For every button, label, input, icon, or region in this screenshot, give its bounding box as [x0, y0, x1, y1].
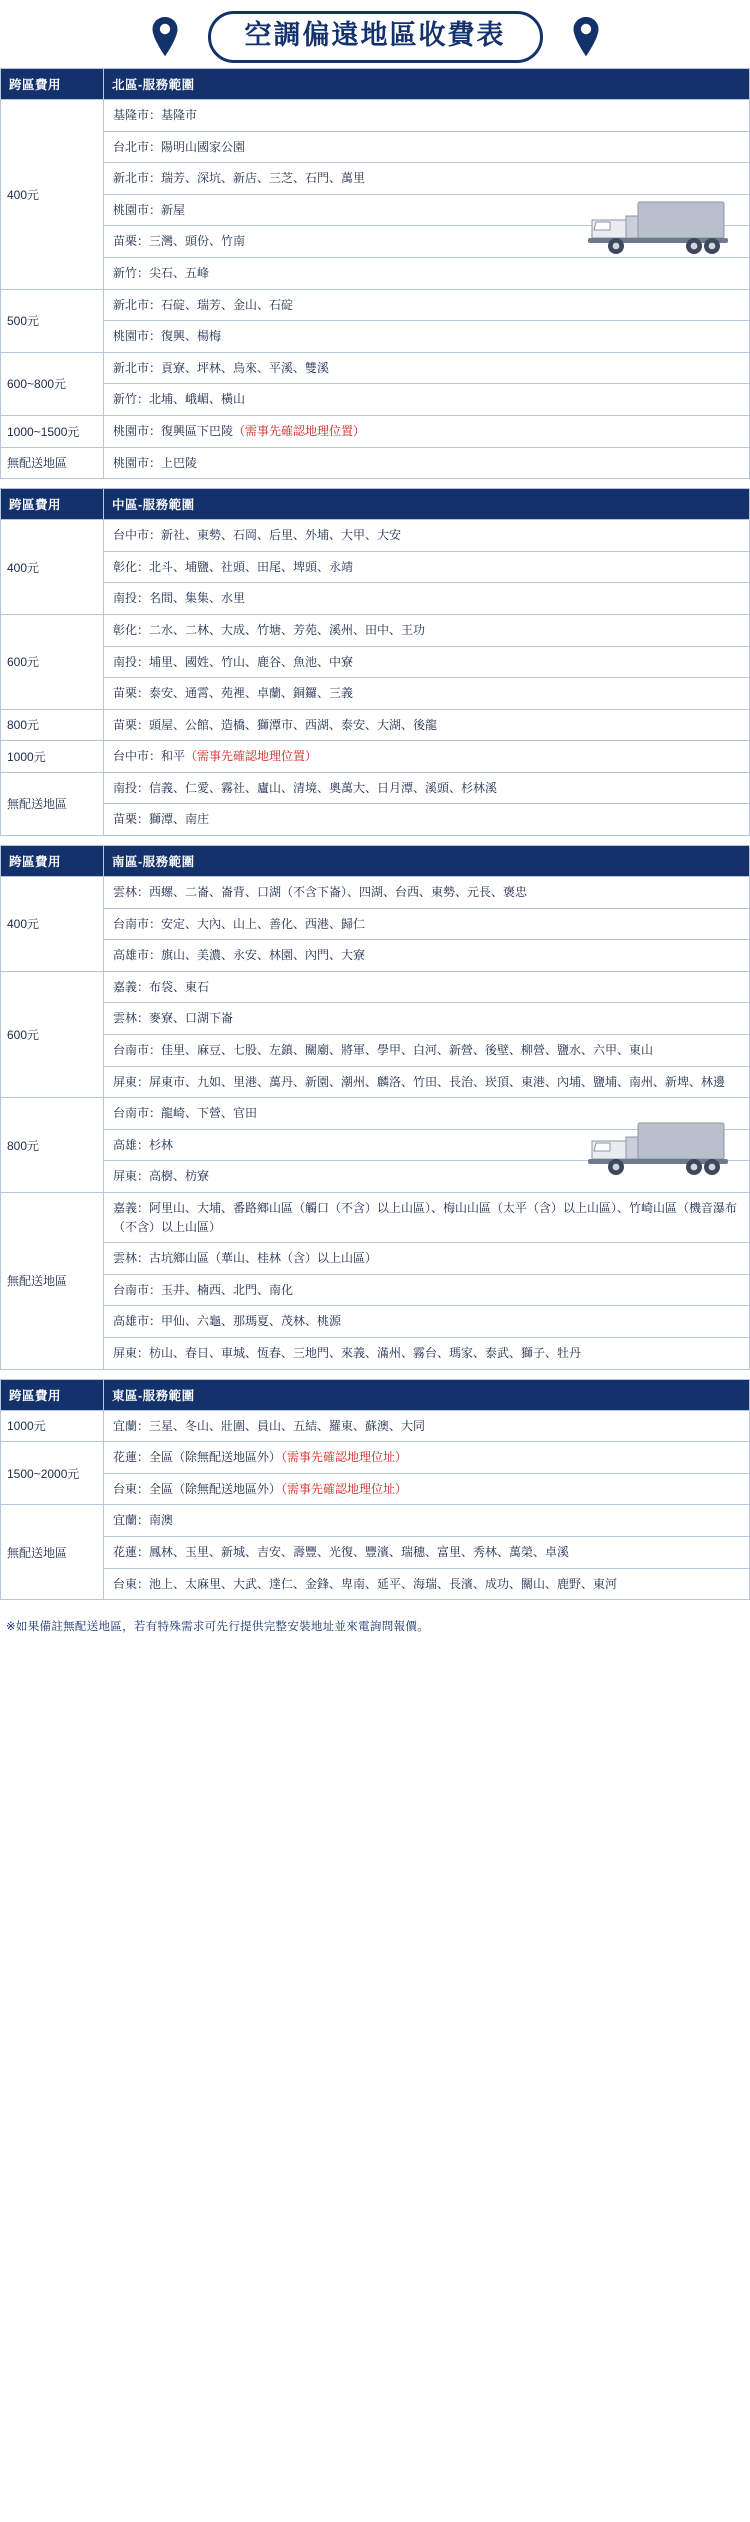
- table-row: [1, 163, 750, 195]
- table-row: [1, 1193, 750, 1243]
- table-header-row: [1, 69, 750, 100]
- fee-cell: 800元: [1, 709, 104, 741]
- scope-cell: 宜蘭：南澳: [104, 1505, 750, 1537]
- scope-cell: 台東：池上、太麻里、大武、達仁、金鋒、卑南、延平、海瑞、長濱、成功、關山、鹿野、東河: [104, 1568, 750, 1600]
- scope-note: （需事先確認地理位址）: [281, 1481, 408, 1496]
- scope-note: （需事先確認地理位置）: [233, 423, 366, 438]
- table-row: [1, 583, 750, 615]
- column-header-fee: 跨區費用: [1, 1379, 104, 1410]
- fee-cell: 400元: [1, 520, 104, 615]
- scope-cell: 高雄：杉林: [104, 1129, 750, 1161]
- table-row: [1, 709, 750, 741]
- fee-cell: 1000元: [1, 1410, 104, 1442]
- region-block: [0, 68, 750, 479]
- table-row: [1, 1161, 750, 1193]
- scope-cell: 苗栗：頭屋、公館、造橋、獅潭市、西湖、泰安、大湖、後龍: [104, 709, 750, 741]
- scope-cell: 宜蘭：三星、冬山、壯圍、員山、五結、羅東、蘇澳、大同: [104, 1410, 750, 1442]
- fee-cell: 600~800元: [1, 352, 104, 415]
- fee-cell: 無配送地區: [1, 447, 104, 479]
- scope-cell: 屏東：高樹、枋寮: [104, 1161, 750, 1193]
- scope-cell: 台南市：龍崎、下營、官田: [104, 1098, 750, 1130]
- scope-cell: 台中市：新社、東勢、石岡、后里、外埔、大甲、大安: [104, 520, 750, 552]
- region-table: [0, 68, 750, 479]
- scope-cell: 雲林：西螺、二崙、崙背、口湖（不含下崙）、四湖、台西、東勢、元長、褒忠: [104, 877, 750, 909]
- table-row: [1, 678, 750, 710]
- scope-cell: 高雄市：旗山、美濃、永安、林園、內門、大寮: [104, 940, 750, 972]
- fee-cell: 無配送地區: [1, 1193, 104, 1370]
- scope-cell: 高雄市：甲仙、六龜、那瑪夏、茂林、桃源: [104, 1306, 750, 1338]
- table-row: [1, 772, 750, 804]
- table-row: [1, 352, 750, 384]
- page-title: 空調偏遠地區收費表: [244, 20, 506, 51]
- column-header-region-scope: 南區-服務範圍: [104, 846, 750, 877]
- region-block: [0, 845, 750, 1370]
- table-row: [1, 194, 750, 226]
- fee-cell: 1500~2000元: [1, 1442, 104, 1505]
- scope-cell: 嘉義：阿里山、大埔、番路鄉山區（觸口（不含）以上山區）、梅山山區（太平（含）以上山區）、竹崎山區（機音瀑布（不含）以上山區）: [104, 1193, 750, 1243]
- table-row: [1, 1410, 750, 1442]
- fee-cell: 400元: [1, 877, 104, 972]
- table-row: [1, 1337, 750, 1369]
- scope-cell: 苗栗：泰安、通霄、苑裡、卓蘭、銅鑼、三義: [104, 678, 750, 710]
- scope-cell: 嘉義：布袋、東石: [104, 971, 750, 1003]
- table-row: [1, 804, 750, 836]
- fee-cell: 1000~1500元: [1, 415, 104, 447]
- scope-cell: 南投：埔里、國姓、竹山、鹿谷、魚池、中寮: [104, 646, 750, 678]
- table-row: [1, 1243, 750, 1275]
- table-row: [1, 1442, 750, 1474]
- table-row: [1, 1505, 750, 1537]
- map-pin-icon-right: [569, 15, 603, 59]
- scope-cell: 花蓮：全區（除無配送地區外）（需事先確認地理位址）: [104, 1442, 750, 1474]
- table-row: [1, 1098, 750, 1130]
- fee-cell: 無配送地區: [1, 1505, 104, 1600]
- fee-cell: 400元: [1, 100, 104, 290]
- scope-cell: 桃園市：復興區下巴陵（需事先確認地理位置）: [104, 415, 750, 447]
- fee-cell: 800元: [1, 1098, 104, 1193]
- scope-cell: 南投：名間、集集、水里: [104, 583, 750, 615]
- map-pin-icon-left: [148, 15, 182, 59]
- scope-cell: 桃園市：上巴陵: [104, 447, 750, 479]
- scope-cell: 彰化：北斗、埔鹽、社頭、田尾、埤頭、永靖: [104, 551, 750, 583]
- column-header-fee: 跨區費用: [1, 846, 104, 877]
- fee-cell: 600元: [1, 971, 104, 1097]
- page-title-pill: [208, 11, 543, 62]
- scope-cell: 基隆市：基隆市: [104, 100, 750, 132]
- scope-cell: 桃園市：新屋: [104, 194, 750, 226]
- table-row: [1, 741, 750, 773]
- scope-cell: 桃園市：復興、楊梅: [104, 321, 750, 353]
- table-header-row: [1, 1379, 750, 1410]
- fee-cell: 500元: [1, 289, 104, 352]
- scope-cell: 新北市：瑞芳、深坑、新店、三芝、石門、萬里: [104, 163, 750, 195]
- page-header: [0, 0, 750, 68]
- fee-cell: 1000元: [1, 741, 104, 773]
- scope-cell: 台北市：陽明山國家公園: [104, 131, 750, 163]
- column-header-fee: 跨區費用: [1, 69, 104, 100]
- table-row: [1, 100, 750, 132]
- table-row: [1, 877, 750, 909]
- column-header-region-scope: 中區-服務範圍: [104, 489, 750, 520]
- scope-cell: 台南市：玉井、楠西、北門、南化: [104, 1274, 750, 1306]
- table-row: [1, 226, 750, 258]
- table-header-row: [1, 489, 750, 520]
- table-row: [1, 257, 750, 289]
- scope-note: （需事先確認地理位址）: [281, 1450, 408, 1465]
- table-header-row: [1, 846, 750, 877]
- scope-cell: 苗栗：三灣、頭份、竹南: [104, 226, 750, 258]
- fee-cell: 無配送地區: [1, 772, 104, 835]
- table-row: [1, 1568, 750, 1600]
- scope-cell: 台東：全區（除無配送地區外）（需事先確認地理位址）: [104, 1473, 750, 1505]
- table-row: [1, 1274, 750, 1306]
- scope-cell: 台南市：佳里、麻豆、七股、左鎮、關廟、將軍、學甲、白河、新營、後壁、柳營、鹽水、六甲、東山: [104, 1035, 750, 1067]
- column-header-region-scope: 東區-服務範圍: [104, 1379, 750, 1410]
- scope-cell: 新北市：貢寮、坪林、烏來、平溪、雙溪: [104, 352, 750, 384]
- scope-note: （需事先確認地理位置）: [185, 749, 318, 764]
- region-table: [0, 488, 750, 836]
- scope-cell: 雲林：古坑鄉山區（華山、桂林（含）以上山區）: [104, 1243, 750, 1275]
- scope-cell: 苗栗：獅潭、南庄: [104, 804, 750, 836]
- table-row: [1, 321, 750, 353]
- table-row: [1, 1066, 750, 1098]
- table-row: [1, 1536, 750, 1568]
- scope-cell: 花蓮：鳳林、玉里、新城、吉安、壽豐、光復、豐濱、瑞穗、富里、秀林、萬榮、卓溪: [104, 1536, 750, 1568]
- region-table: [0, 1379, 750, 1601]
- scope-cell: 屏東：屏東市、九如、里港、萬丹、新園、潮州、麟洛、竹田、長治、崁頂、東港、內埔、鹽埔、南州、新埤、林邊: [104, 1066, 750, 1098]
- table-row: [1, 551, 750, 583]
- region-table: [0, 845, 750, 1370]
- column-header-fee: 跨區費用: [1, 489, 104, 520]
- table-row: [1, 971, 750, 1003]
- table-row: [1, 447, 750, 479]
- footer-note: ※如果備註無配送地區，若有特殊需求可先行提供完整安裝地址並來電詢問報價。: [6, 1621, 429, 1634]
- column-header-region-scope: 北區-服務範圍: [104, 69, 750, 100]
- scope-cell: 新北市：石碇、瑞芳、金山、石碇: [104, 289, 750, 321]
- table-row: [1, 1129, 750, 1161]
- scope-cell: 彰化：二水、二林、大成、竹塘、芳苑、溪州、田中、王功: [104, 614, 750, 646]
- table-row: [1, 646, 750, 678]
- region-block: [0, 1379, 750, 1601]
- table-row: [1, 908, 750, 940]
- table-row: [1, 415, 750, 447]
- scope-cell: 新竹：北埔、峨嵋、橫山: [104, 384, 750, 416]
- table-row: [1, 1306, 750, 1338]
- table-row: [1, 384, 750, 416]
- scope-cell: 台南市：安定、大內、山上、善化、西港、歸仁: [104, 908, 750, 940]
- scope-cell: 屏東：枋山、春日、車城、恆春、三地門、來義、滿州、霧台、瑪家、泰武、獅子、牡丹: [104, 1337, 750, 1369]
- scope-cell: 台中市：和平（需事先確認地理位置）: [104, 741, 750, 773]
- region-tables: [0, 68, 750, 1600]
- scope-cell: 雲林：麥寮、口湖下崙: [104, 1003, 750, 1035]
- table-row: [1, 1473, 750, 1505]
- table-row: [1, 1035, 750, 1067]
- scope-cell: 南投：信義、仁愛、霧社、廬山、清境、奧萬大、日月潭、溪頭、杉林溪: [104, 772, 750, 804]
- region-block: [0, 488, 750, 836]
- table-row: [1, 131, 750, 163]
- table-row: [1, 614, 750, 646]
- table-row: [1, 940, 750, 972]
- table-row: [1, 1003, 750, 1035]
- table-row: [1, 289, 750, 321]
- scope-cell: 新竹：尖石、五峰: [104, 257, 750, 289]
- table-row: [1, 520, 750, 552]
- fee-cell: 600元: [1, 614, 104, 709]
